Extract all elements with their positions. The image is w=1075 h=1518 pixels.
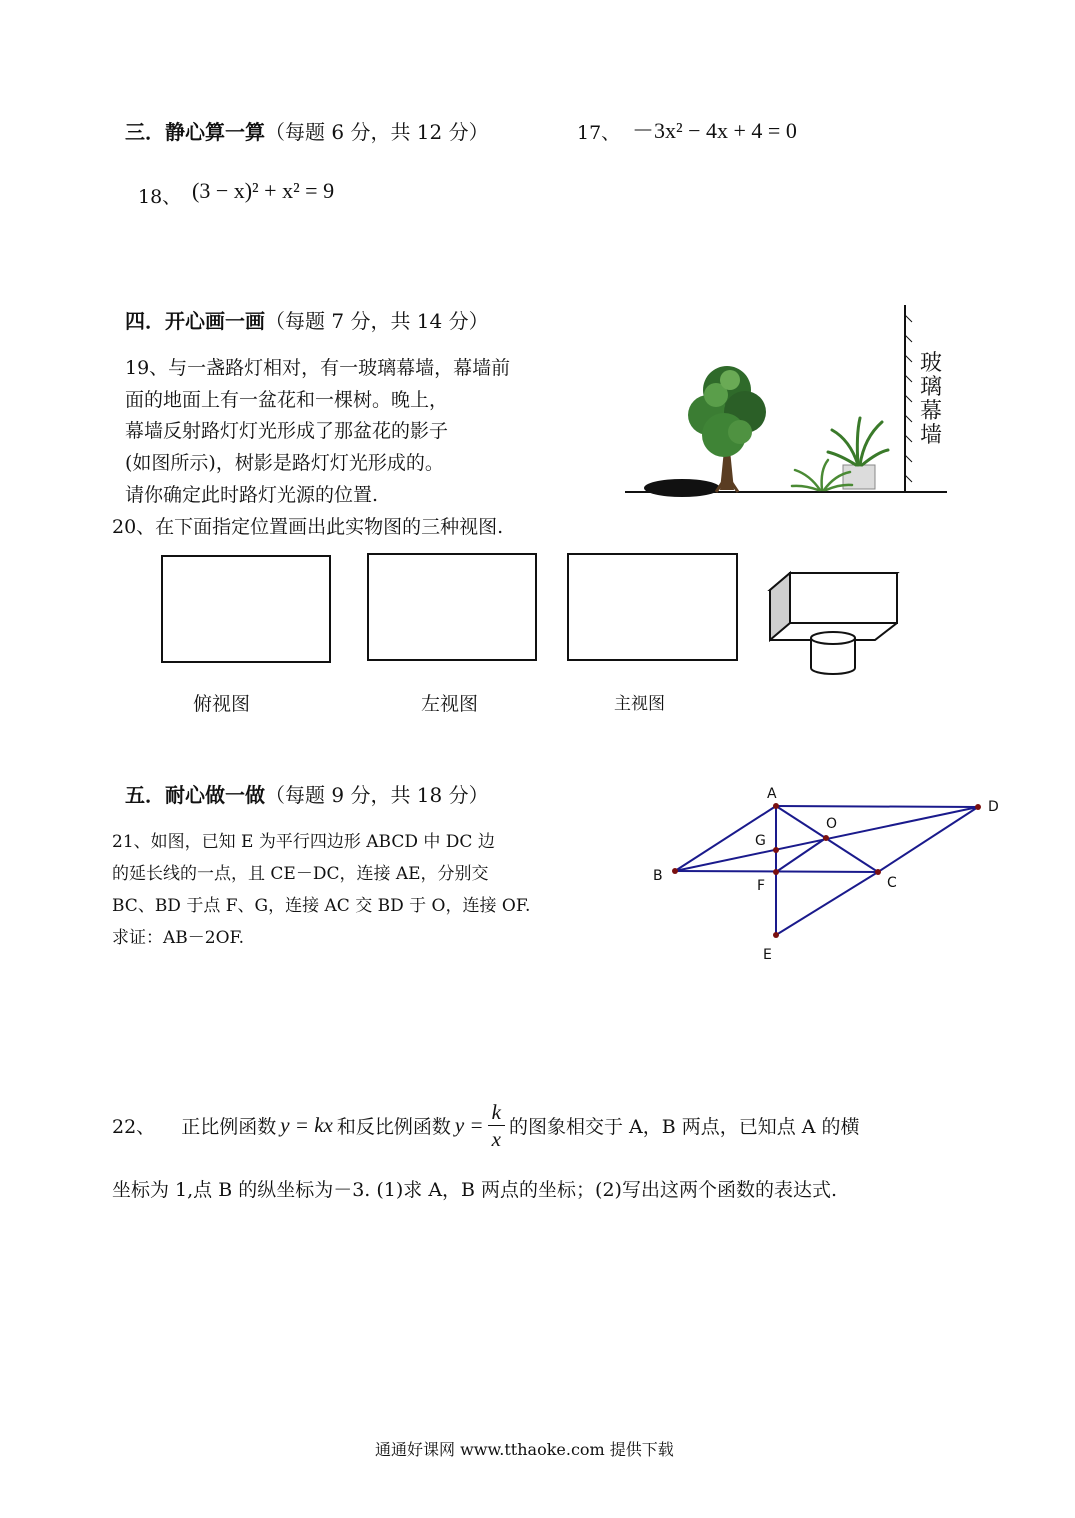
q21-line-3: BC、BD 于点 F、G，连接 AC 交 BD 于 O，连接 OF. (112, 896, 531, 916)
q22-f2-lhs: y = (454, 1112, 484, 1137)
point-c (875, 869, 881, 875)
q21-line-4: 求证：AB－2OF. (112, 928, 245, 948)
left-view-box[interactable] (367, 553, 537, 661)
section5-heading (125, 779, 489, 808)
point-d (975, 804, 981, 810)
section3-num: 三． (125, 120, 165, 144)
section3-score: （每题 6 分，共 12 分） (265, 120, 489, 144)
q19-line-5: 请你确定此时路灯光源的位置. (125, 484, 379, 506)
q17-equation: －3x² − 4x + 4 = 0 (632, 118, 797, 143)
label-a: A (767, 786, 777, 802)
q22-fraction-numerator: k (488, 1099, 505, 1126)
scene-illustration (620, 300, 955, 505)
q19-line-3: 幕墙反射路灯灯光形成了那盆花的影子 (125, 420, 449, 442)
q22-number: 22、 (112, 1115, 156, 1138)
q19-line-2: 面的地面上有一盆花和一棵树。晚上， (125, 389, 449, 411)
q17-number: 17、 (577, 122, 621, 144)
section3-heading (125, 116, 489, 145)
tree-shadow (644, 479, 720, 497)
solid-object (765, 568, 900, 678)
point-e (773, 932, 779, 938)
point-f (773, 869, 779, 875)
label-o: O (826, 816, 838, 832)
top-view-label: 俯视图 (193, 693, 251, 715)
section5-title: 耐心做一做 (165, 783, 265, 807)
q19-line-4: (如图所示)，树影是路灯灯光形成的。 (125, 452, 444, 474)
point-a (773, 803, 779, 809)
top-view-box[interactable] (161, 555, 331, 663)
q22-line-2: 坐标为 1,点 B 的纵坐标为－3. (1)求 A，B 两点的坐标；(2)写出这两个函数的表达式. (112, 1179, 838, 1201)
wall-label: 玻 璃 幕 墙 (919, 351, 942, 448)
left-view-label: 左视图 (421, 693, 479, 715)
section4-score: （每题 7 分，共 14 分） (265, 309, 489, 333)
q20-text: 20、在下面指定位置画出此实物图的三种视图. (112, 516, 504, 538)
geometry-figure (645, 780, 1010, 965)
section4-title: 开心画一画 (165, 309, 265, 333)
q21-line-1: 21、如图，已知 E 为平行四边形 ABCD 中 DC 边 (112, 832, 495, 852)
q22-f1: y = kx (280, 1112, 333, 1137)
q22-part1: 正比例函数 (181, 1115, 277, 1138)
label-b: B (653, 868, 663, 884)
label-d: D (988, 799, 999, 815)
tree-canopy (688, 366, 766, 457)
point-b (672, 868, 678, 874)
section5-score: （每题 9 分，共 18 分） (265, 783, 489, 807)
q19-line-1: 19、与一盏路灯相对，有一玻璃幕墙，幕墙前 (125, 357, 511, 379)
label-c: C (887, 875, 897, 891)
front-view-box[interactable] (567, 553, 738, 661)
section5-num: 五． (125, 783, 165, 807)
wall-hatch (905, 315, 912, 482)
front-view-label: 主视图 (614, 694, 665, 714)
q18-equation: (3 − x)² + x² = 9 (192, 178, 335, 203)
label-e: E (763, 947, 772, 963)
q18-number: 18、 (138, 186, 182, 208)
q22-fraction (488, 1099, 505, 1152)
q22-line-1 (112, 1094, 860, 1156)
label-f: F (757, 878, 766, 894)
q22-part2: 和反比例函数 (336, 1115, 451, 1138)
section3-title: 静心算一算 (165, 120, 265, 144)
label-g: G (755, 833, 766, 849)
point-o (823, 835, 829, 841)
q22-part3: 的图象相交于 A，B 两点，已知点 A 的横 (508, 1115, 860, 1138)
q22-fraction-denominator: x (491, 1126, 501, 1151)
section4-heading (125, 305, 489, 334)
q21-line-2: 的延长线的一点，且 CE－DC，连接 AE，分别交 (112, 864, 489, 884)
footer-text: 通通好课网 www.tthaoke.com 提供下载 (375, 1440, 674, 1459)
section4-num: 四． (125, 309, 165, 333)
potted-plant (828, 418, 888, 465)
point-g (773, 847, 779, 853)
